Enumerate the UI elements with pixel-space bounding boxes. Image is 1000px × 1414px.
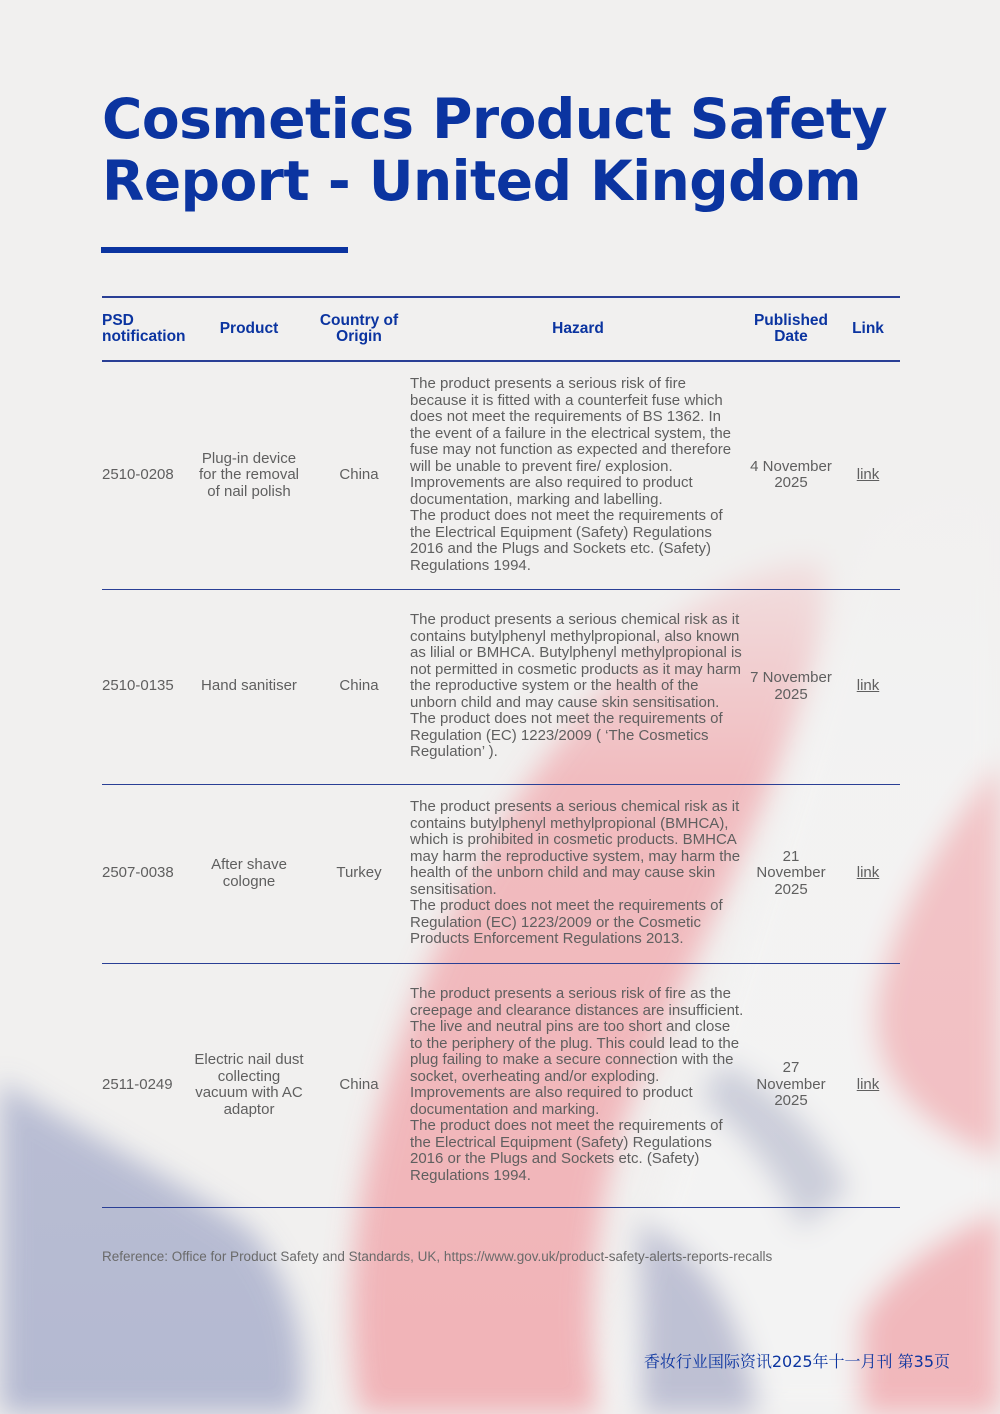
- country-cell: China: [308, 589, 410, 784]
- table-row: [102, 361, 900, 589]
- notification-link[interactable]: link: [856, 677, 880, 695]
- header-published-date: Published Date: [746, 297, 836, 361]
- product-cell: Plug-in device for the removal of nail polish: [190, 361, 308, 589]
- hazard-cell: [410, 589, 746, 784]
- notification-link[interactable]: link: [856, 466, 880, 483]
- country-cell: China: [308, 963, 410, 1207]
- link-cell: [836, 361, 900, 589]
- published-date-cell: 7 November 2025: [746, 589, 836, 784]
- hazard-regulation-text: The product does not meet the requirements of Regulation (EC) 1223/2009 or the Cosmetic Products Enforcement Regulations 2013.: [410, 897, 723, 948]
- hazard-text: The product presents a serious chemical risk as it contains butylphenyl methylpropional (BMHCA), which is prohibited in cosmetic products. BMHCA may harm the reproductive system, may harm the health of the unborn child and may cause skin sensitisation.: [410, 798, 741, 898]
- table-header-row: [102, 297, 900, 361]
- published-date-cell: 21 November 2025: [746, 784, 836, 963]
- link-cell: [836, 963, 900, 1207]
- header-product: Product: [190, 297, 308, 361]
- product-cell: Electric nail dust collecting vacuum with AC adaptor: [190, 963, 308, 1207]
- table-row: [102, 784, 900, 963]
- hazard-cell: [410, 361, 746, 589]
- table-row: [102, 963, 900, 1207]
- reference-note: Reference: Office for Product Safety and Standards, UK, https://www.gov.uk/product-safety-alerts-reports-recalls: [102, 1249, 773, 1264]
- hazard-text: The product presents a serious chemical risk as it contains butylphenyl methylpropional, also known as lilial or BMHCA. Butylphenyl methylpropional is not permitted in cosmetic products as it may harm the reproductive system or the health of the unborn child and may cause skin sensitisation.: [410, 611, 742, 711]
- psd-notification-cell: 2510-0135: [102, 589, 190, 784]
- hazard-cell: [410, 784, 746, 963]
- notification-link[interactable]: link: [856, 864, 880, 882]
- hazard-text: The product presents a serious risk of fire as the creepage and clearance distances are insufficient. The live and neutral pins are too short and close to the periphery of the plug. This could lead to the plug failing to make a secure connection with the socket, overheating and/or exploding. Improvements are also required to product documentation and marking.: [410, 985, 744, 1118]
- page-footer: 香妆行业国际资讯2025年十一月刊 第35页: [643, 1352, 950, 1371]
- hazard-regulation-text: The product does not meet the requirements of the Electrical Equipment (Safety) Regulations 2016 and the Plugs and Sockets etc. (Safety) Regulations 1994.: [410, 507, 723, 574]
- country-cell: Turkey: [308, 784, 410, 963]
- header-link: Link: [836, 297, 900, 361]
- link-cell: [836, 589, 900, 784]
- header-psd-notification: PSD notification: [102, 297, 190, 361]
- published-date-cell: 27 November 2025: [746, 963, 836, 1207]
- safety-report-table: [102, 296, 900, 1208]
- title-underline: [101, 247, 348, 253]
- header-country-of-origin: Country of Origin: [308, 297, 410, 361]
- country-cell: China: [308, 361, 410, 589]
- hazard-regulation-text: The product does not meet the requirements of Regulation (EC) 1223/2009 ( ‘The Cosmetics Regulation’ ).: [410, 710, 723, 761]
- hazard-regulation-text: The product does not meet the requirements of the Electrical Equipment (Safety) Regulations 2016 or the Plugs and Sockets etc. (Safety) Regulations 1994.: [410, 1117, 723, 1184]
- header-hazard: Hazard: [410, 297, 746, 361]
- psd-notification-cell: 2507-0038: [102, 784, 190, 963]
- psd-notification-cell: 2511-0249: [102, 963, 190, 1207]
- psd-notification-cell: 2510-0208: [102, 361, 190, 589]
- page-title: Cosmetics Product Safety Report - United Kingdom: [102, 87, 888, 213]
- notification-link[interactable]: link: [856, 1075, 880, 1093]
- hazard-text: The product presents a serious risk of fire because it is fitted with a counterfeit fuse which does not meet the requirements of BS 1362. In the event of a failure in the electrical system, the fuse may not function as expected and therefore will be unable to prevent fire/ explosion. Improvements are also required to product documentation, marking and labelling.: [410, 375, 732, 508]
- table-row: [102, 589, 900, 784]
- product-cell: Hand sanitiser: [190, 589, 308, 784]
- product-cell: After shave cologne: [190, 784, 308, 963]
- hazard-cell: [410, 963, 746, 1207]
- published-date-cell: 4 November 2025: [746, 361, 836, 589]
- link-cell: [836, 784, 900, 963]
